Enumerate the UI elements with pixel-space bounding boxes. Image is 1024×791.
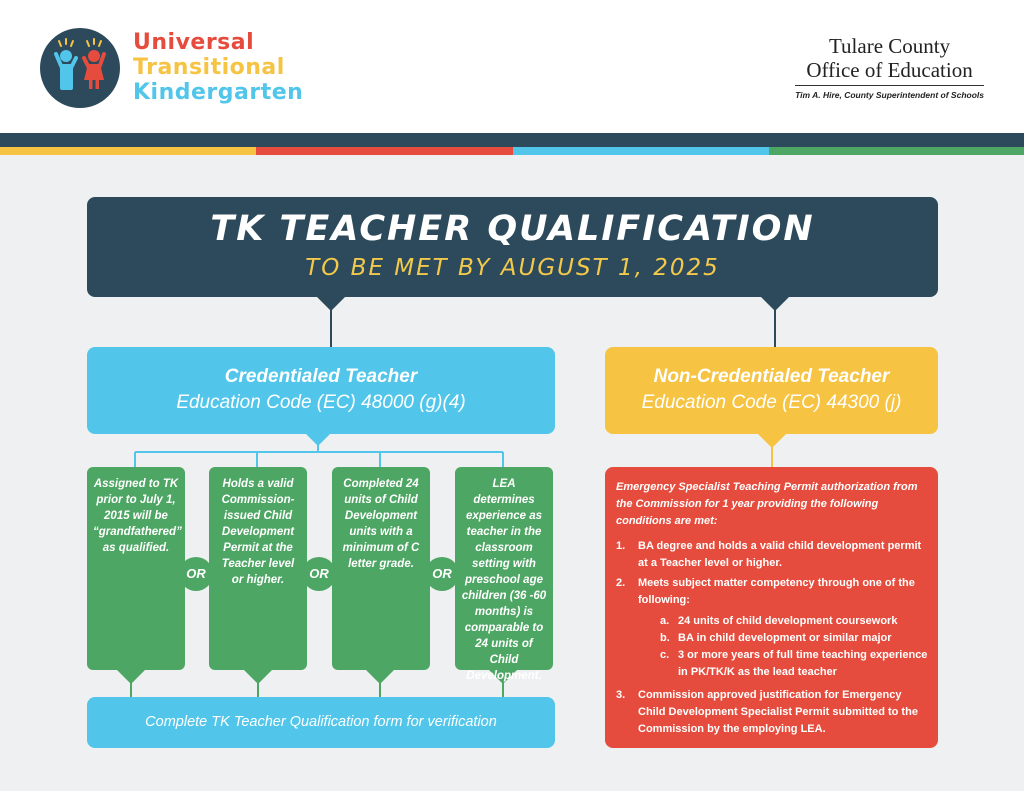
condition-text: BA degree and holds a valid child development permit at a Teacher level or higher. [638, 540, 922, 569]
condition-item [616, 575, 928, 609]
option-permit: Holds a valid Commission-issued Child Development Permit at the Teacher level or higher. [209, 467, 307, 670]
sub-condition-list [616, 613, 928, 681]
emergency-permit-box [605, 467, 938, 748]
non-credentialed-code: Education Code (EC) 44300 (j) [641, 392, 902, 413]
logo-line-universal: Universal [133, 30, 255, 55]
option-experience: LEA determines experience as teacher in the classroom setting with preschool age children (36 -60 months) is comparable to 24 units of Child Development. [455, 467, 553, 670]
sub-condition-letter: b. [660, 632, 670, 644]
credentialed-code: Education Code (EC) 48000 (g)(4) [176, 392, 466, 413]
option-grandfathered: Assigned to TK prior to July 1, 2015 will be “grandfathered” as qualified. [87, 467, 185, 670]
non-credentialed-title: Non-Credentialed Teacher [653, 366, 890, 387]
org-name-line2: Office of Education [806, 58, 973, 82]
condition-number: 3. [616, 689, 626, 701]
emergency-permit-intro: Emergency Specialist Teaching Permit authorization from the Commission for 1 year providing the following conditions are met: [616, 481, 918, 527]
non-credentialed-box [605, 347, 938, 434]
or-badge: OR [302, 557, 336, 591]
or-badge: OR [425, 557, 459, 591]
page-subtitle: TO BE MET BY AUGUST 1, 2025 [305, 255, 720, 281]
condition-number: 1. [616, 540, 626, 552]
condition-item [616, 687, 928, 738]
condition-text: Meets subject matter competency through one of the following: [638, 577, 915, 606]
option-units: Completed 24 units of Child Development units with a minimum of C letter grade. [332, 467, 430, 670]
credentialed-title: Credentialed Teacher [224, 366, 418, 387]
org-name-line1: Tulare County [828, 34, 951, 58]
superintendent-line: Tim A. Hire, County Superintendent of Schools [795, 90, 984, 100]
credentialed-box [87, 347, 555, 434]
page-title: TK TEACHER QUALIFICATION [210, 209, 815, 249]
logo-line-transitional: Transitional [133, 55, 285, 80]
sub-condition-text: 3 or more years of full time teaching experience in PK/TK/K as the lead teacher [678, 649, 928, 678]
condition-number: 2. [616, 577, 626, 589]
logo-line-kindergarten: Kindergarten [133, 80, 304, 105]
condition-item [616, 538, 928, 572]
sub-condition-item [616, 613, 928, 630]
sub-condition-item [616, 647, 928, 681]
sub-condition-text: BA in child development or similar major [678, 632, 892, 644]
title-banner [87, 197, 938, 297]
sub-condition-item [616, 630, 928, 647]
sub-condition-letter: a. [660, 615, 670, 627]
verification-box: Complete TK Teacher Qualification form for verification [87, 697, 555, 748]
sub-condition-text: 24 units of child development coursework [678, 615, 898, 627]
sub-condition-letter: c. [660, 649, 670, 661]
condition-text: Commission approved justification for Emergency Child Development Specialist Permit submitted to the Commission by the employing LEA. [638, 689, 918, 735]
or-badge: OR [179, 557, 213, 591]
